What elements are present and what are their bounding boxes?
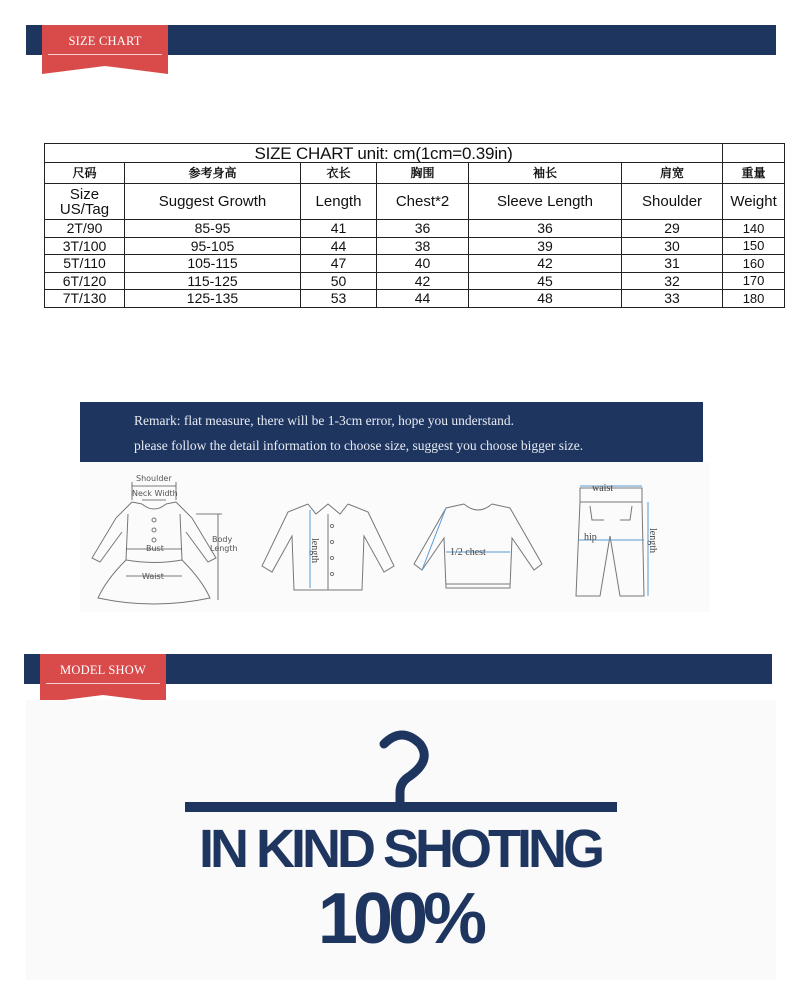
cell-sleeve: 36	[469, 220, 622, 238]
cn-header-weight: 重量	[723, 163, 785, 184]
size-table	[44, 143, 785, 308]
cell-sleeve: 48	[469, 290, 622, 308]
cell-shoulder: 29	[622, 220, 723, 238]
promo-percentage: 100%	[317, 879, 483, 959]
table-row	[45, 272, 785, 290]
header-growth: Suggest Growth	[125, 184, 301, 220]
remark-line-2: please follow the detail information to choose size, suggest you choose bigger size.	[134, 438, 584, 453]
remark-box	[80, 402, 703, 462]
cell-sleeve: 39	[469, 237, 622, 255]
cell-chest: 36	[377, 220, 469, 238]
dress-body-label: Body	[212, 535, 233, 544]
remark-line-1: Remark: flat measure, there will be 1-3cm error, hope you understand.	[134, 413, 514, 428]
header-chest: Chest*2	[377, 184, 469, 220]
cell-chest: 38	[377, 237, 469, 255]
dress-length-label: Length	[210, 544, 238, 553]
cell-size: 3T/100	[45, 237, 125, 255]
table-row	[45, 290, 785, 308]
pants-length-label: length	[647, 528, 658, 553]
size-chart-tag-ribbon	[42, 62, 168, 74]
table-row	[45, 220, 785, 238]
shirt-measurement-diagram	[258, 496, 398, 596]
cell-length: 44	[301, 237, 377, 255]
size-chart-tag	[42, 25, 168, 62]
cell-sleeve: 45	[469, 272, 622, 290]
dress-neck-label: Neck Width	[132, 489, 178, 498]
pants-measurement-diagram	[570, 474, 670, 604]
cn-header-sleeve: 袖长	[469, 163, 622, 184]
cell-length: 41	[301, 220, 377, 238]
cell-size: 5T/110	[45, 255, 125, 273]
cell-shoulder: 33	[622, 290, 723, 308]
dress-waist-label: Waist	[142, 572, 164, 581]
sweater-chest-label: 1/2 chest	[450, 547, 486, 558]
tag-divider	[48, 54, 162, 55]
cell-weight: 150	[723, 237, 785, 255]
cell-size: 7T/130	[45, 290, 125, 308]
cell-shoulder: 31	[622, 255, 723, 273]
model-show-tag	[40, 654, 166, 691]
cn-header-chest: 胸围	[377, 163, 469, 184]
shirt-length-label: length	[309, 538, 320, 563]
table-row	[45, 255, 785, 273]
table-title-spacer	[723, 144, 785, 163]
cell-growth: 125-135	[125, 290, 301, 308]
cell-size: 2T/90	[45, 220, 125, 238]
pants-hip-label: hip	[584, 532, 597, 543]
model-show-tag-label: MODEL SHOW	[60, 663, 146, 677]
cn-header-height: 参考身高	[125, 163, 301, 184]
dress-shoulder-label: Shoulder	[136, 474, 172, 483]
cell-growth: 115-125	[125, 272, 301, 290]
cn-header-shoulder: 肩宽	[622, 163, 723, 184]
cell-chest: 40	[377, 255, 469, 273]
cell-chest: 42	[377, 272, 469, 290]
cell-growth: 95-105	[125, 237, 301, 255]
size-table-title: SIZE CHART unit: cm(1cm=0.39in)	[45, 144, 723, 163]
english-header-row	[45, 184, 785, 220]
promo-headline: IN KIND SHOTING	[198, 819, 601, 879]
cell-weight: 170	[723, 272, 785, 290]
table-row	[45, 237, 785, 255]
cn-header-length: 衣长	[301, 163, 377, 184]
dress-bust-label: Bust	[146, 544, 164, 553]
pants-waist-label: waist	[592, 483, 614, 494]
cell-growth: 85-95	[125, 220, 301, 238]
header-length: Length	[301, 184, 377, 220]
header-size-label: Size US/Tag	[59, 185, 110, 218]
header-sleeve: Sleeve Length	[469, 184, 622, 220]
header-weight: Weight	[723, 184, 785, 220]
tag-divider	[46, 683, 160, 684]
cell-length: 47	[301, 255, 377, 273]
header-size	[45, 184, 125, 220]
cell-weight: 180	[723, 290, 785, 308]
cell-length: 50	[301, 272, 377, 290]
cn-header-size: 尺码	[45, 163, 125, 184]
cell-chest: 44	[377, 290, 469, 308]
cell-shoulder: 32	[622, 272, 723, 290]
cell-shoulder: 30	[622, 237, 723, 255]
cell-sleeve: 42	[469, 255, 622, 273]
chinese-header-row	[45, 163, 785, 184]
cell-growth: 105-115	[125, 255, 301, 273]
cell-size: 6T/120	[45, 272, 125, 290]
size-chart-tag-label: SIZE CHART	[68, 34, 142, 48]
sweater-measurement-diagram	[408, 498, 548, 598]
cell-weight: 160	[723, 255, 785, 273]
cell-weight: 140	[723, 220, 785, 238]
cell-length: 53	[301, 290, 377, 308]
dress-measurement-diagram	[86, 470, 246, 610]
size-table-title-row	[45, 144, 785, 163]
hanger-icon	[180, 726, 620, 818]
header-shoulder: Shoulder	[622, 184, 723, 220]
